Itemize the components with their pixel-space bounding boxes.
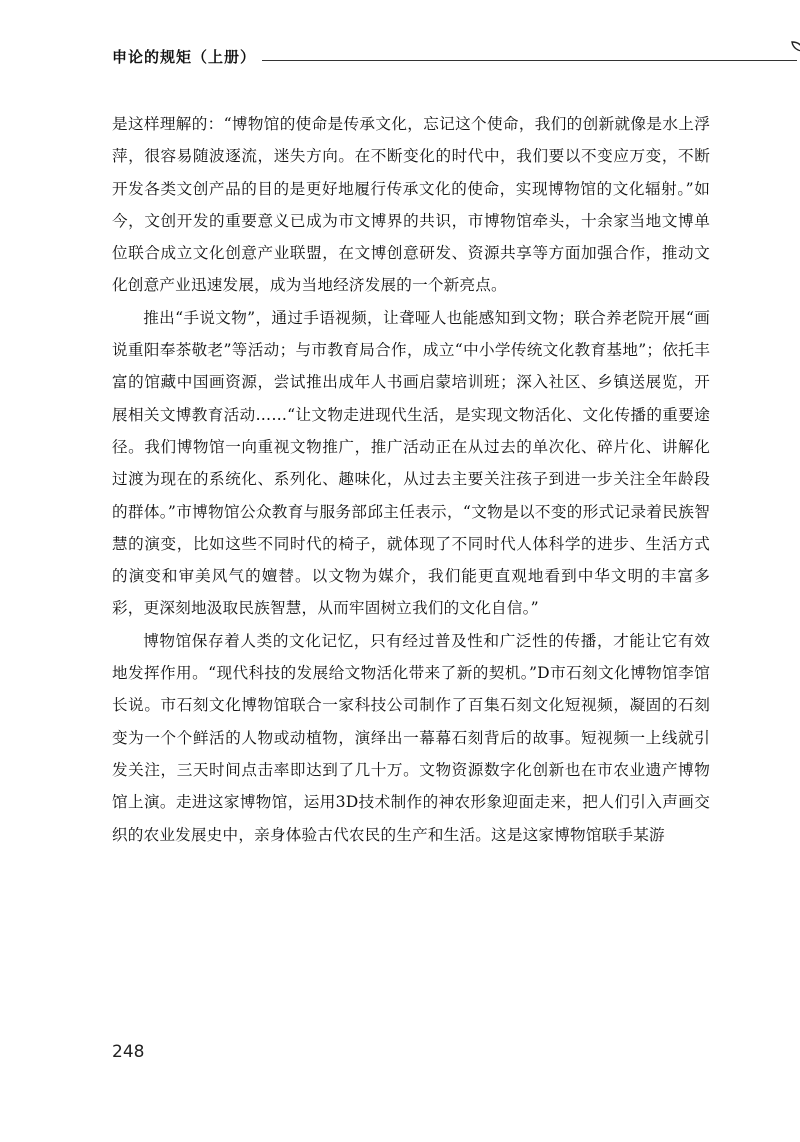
- paragraph-1: 是这样理解的：“博物馆的使命是传承文化，忘记这个使命，我们的创新就像是水上浮萍，很容易随波逐流，迷失方向。在不断变化的时代中，我们要以不变应万变，不断开发各类文创产品的目的是更好地履行传承文化的使命，实现博物馆的文化辐射。”如今，文创开发的重要意义已成为市文博界的共识，市博物馆牵头，十余家当地文博单位联合成立文化创意产业联盟，在文博创意研发、资源共享等方面加强合作，推动文化创意产业迅速发展，成为当地经济发展的一个新亮点。: [112, 115, 710, 295]
- paragraph-2: 推出“手说文物”，通过手语视频，让聋哑人也能感知到文物；联合养老院开展“画说重阳奉茶敬老”等活动；与市教育局合作，成立“中小学传统文化教育基地”；依托丰富的馆藏中国画资源，尝试推出成年人书画启蒙培训班；深入社区、乡镇送展览，开展相关文博教育活动……“让文物走进现代生活，是实现文物活化、文化传播的重要途径。我们博物馆一向重视文物推广，推广活动正在从过去的单次化、碎片化、讲解化过渡为现在的系统化、系列化、趣味化，从过去主要关注孩子到进一步关注全年龄段的群体。”市博物馆公众教育与服务部邱主任表示，“文物是以不变的形式记录着民族智慧的演变，比如这些不同时代的椅子，就体现了不同时代人体科学的进步、生活方式的演变和审美风气的嬗替。以文物为媒介，我们能更直观地看到中华文明的丰富多彩，更深刻地汲取民族智慧，从而牢固树立我们的文化自信。”: [112, 308, 710, 618]
- book-title: 申论的规矩（上册）: [112, 48, 257, 66]
- paragraph-3: 博物馆保存着人类的文化记忆，只有经过普及性和广泛性的传播，才能让它有效地发挥作用。“现代科技的发展给文物活化带来了新的契机。”D市石刻文化博物馆李馆长说。市石刻文化博物馆联合一家科技公司制作了百集石刻文化短视频，凝固的石刻变为一个个鲜活的人物或动植物，演绎出一幕幕石刻背后的故事。短视频一上线就引发关注，三天时间点击率即达到了几十万。文物资源数字化创新也在市农业遗产博物馆上演。走进这家博物馆，运用3D技术制作的神农形象迎面走来，把人们引入声画交织的农业发展史中，亲身体验古代农民的生产和生活。这是这家博物馆联手某游: [112, 631, 710, 844]
- page-number: 248: [112, 1042, 145, 1062]
- body-text: [112, 108, 710, 851]
- running-header: [112, 38, 712, 70]
- sprout-icon: [790, 38, 800, 64]
- header-rule: [262, 60, 797, 61]
